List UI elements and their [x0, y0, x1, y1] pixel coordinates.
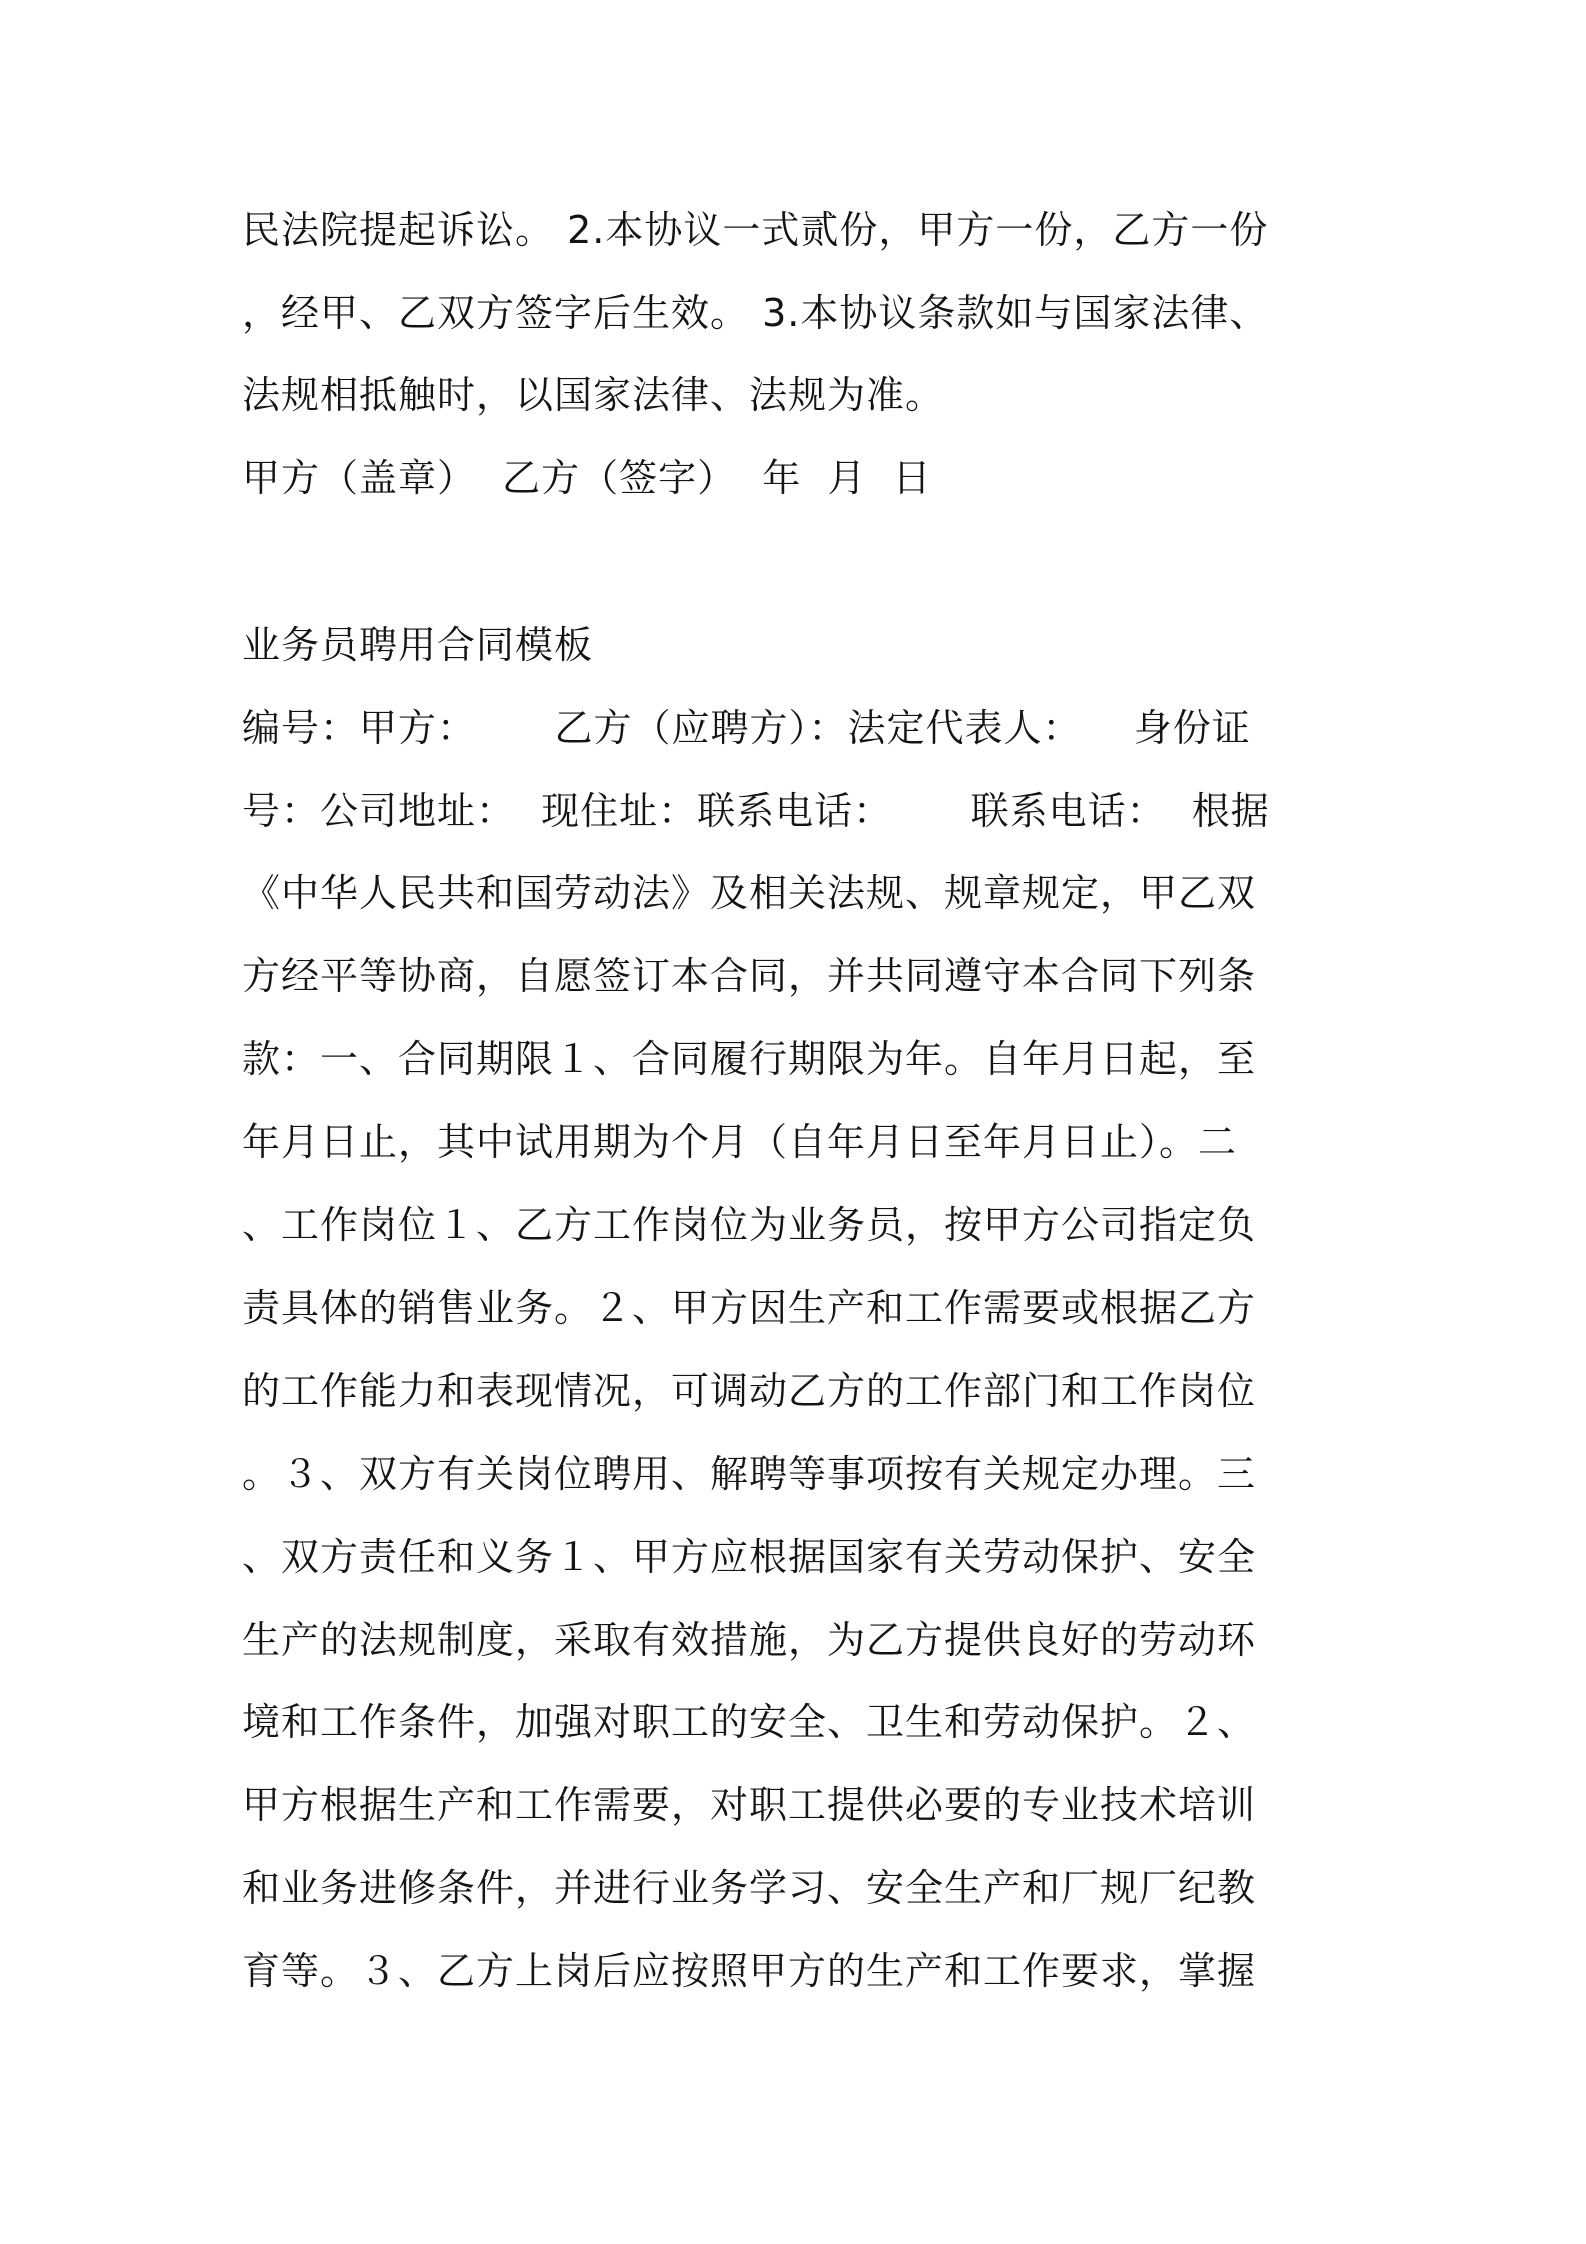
paragraph-line: 编号：甲方： 乙方（应聘方）：法定代表人： 身份证	[242, 706, 1251, 750]
document-title: 业务员聘用合同模板	[242, 623, 594, 667]
paragraph-line: 的工作能力和表现情况，可调动乙方的工作部门和工作岗位	[242, 1369, 1257, 1413]
paragraph-line: 《中华人民共和国劳动法》及相关法规、规章规定，甲乙双	[242, 871, 1257, 915]
paragraph-line: ，经甲、乙双方签字后生效。 3.本协议条款如与国家法律、	[242, 291, 1269, 335]
paragraph-line: 境和工作条件，加强对职工的安全、卫生和劳动保护。２、	[242, 1700, 1257, 1744]
paragraph-line: 法规相抵触时，以国家法律、法规为准。	[242, 373, 945, 417]
paragraph-line: 号：公司地址： 现住址：联系电话： 联系电话： 根据	[242, 789, 1270, 833]
paragraph-line: 款：一、合同期限１、合同履行期限为年。自年月日起，至	[242, 1037, 1257, 1081]
paragraph-line: 、双方责任和义务１、甲方应根据国家有关劳动保护、安全	[242, 1535, 1257, 1579]
paragraph-line: 、工作岗位１、乙方工作岗位为业务员，按甲方公司指定负	[242, 1203, 1257, 1247]
paragraph-line: 方经平等协商，自愿签订本合同，并共同遵守本合同下列条	[242, 954, 1257, 998]
paragraph-line: 年月日止，其中试用期为个月（自年月日至年月日止）。二	[242, 1120, 1238, 1164]
signature-line: 甲方（盖章） 乙方（签字） 年 月 日	[242, 456, 932, 500]
paragraph-line: 。３、双方有关岗位聘用、解聘等事项按有关规定办理。三	[242, 1452, 1257, 1496]
paragraph-line: 生产的法规制度，采取有效措施，为乙方提供良好的劳动环	[242, 1618, 1257, 1662]
paragraph-line: 责具体的销售业务。２、甲方因生产和工作需要或根据乙方	[242, 1286, 1257, 1330]
paragraph-line: 民法院提起诉讼。 2.本协议一式贰份，甲方一份，乙方一份	[242, 208, 1269, 252]
paragraph-line: 育等。３、乙方上岗后应按照甲方的生产和工作要求，掌握	[242, 1949, 1257, 1993]
paragraph-line: 甲方根据生产和工作需要，对职工提供必要的专业技术培训	[242, 1783, 1257, 1827]
paragraph-line: 和业务进修条件，并进行业务学习、安全生产和厂规厂纪教	[242, 1866, 1257, 1910]
